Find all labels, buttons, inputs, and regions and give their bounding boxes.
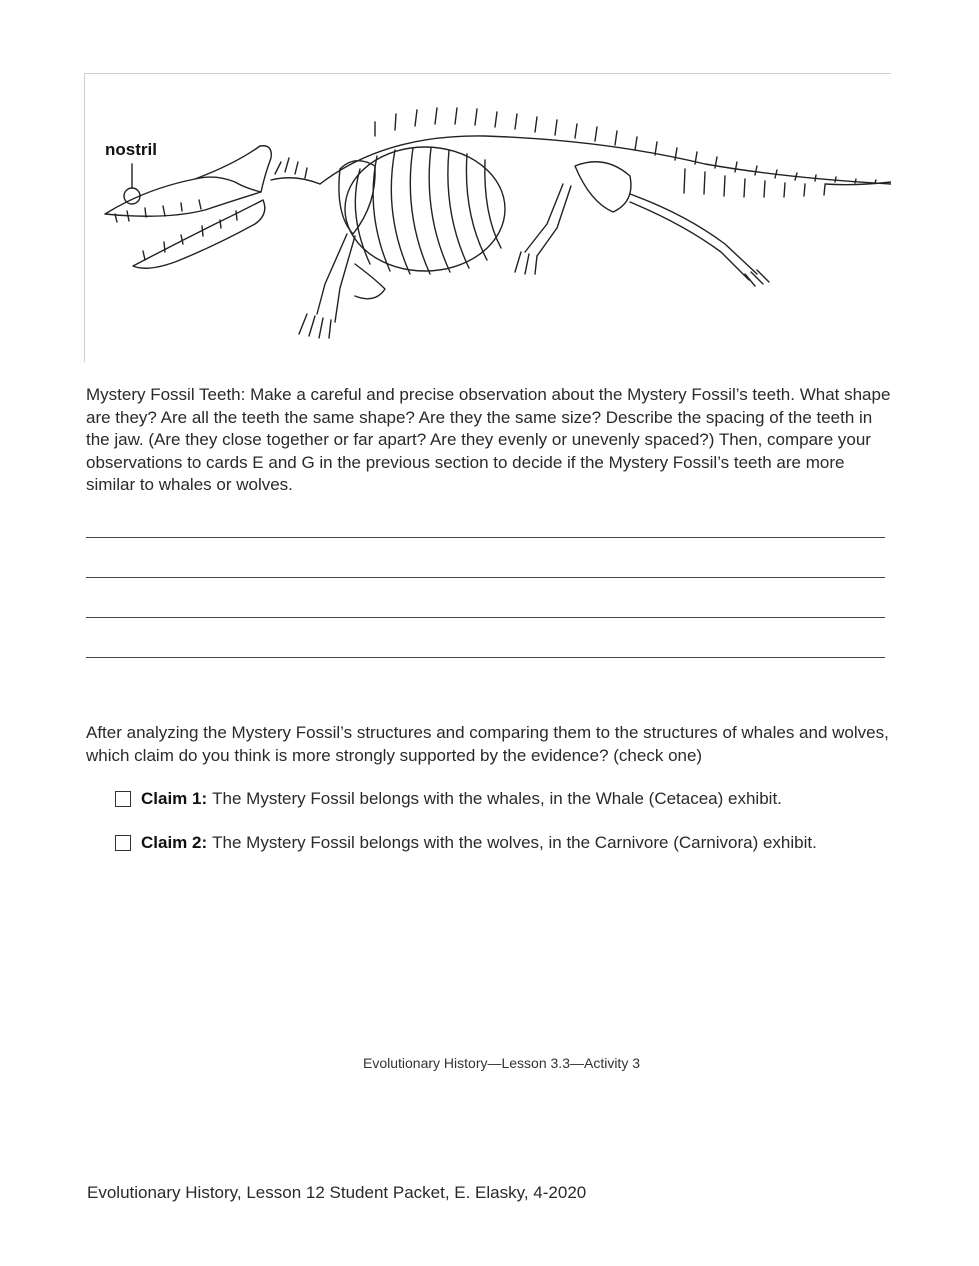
answer-line[interactable] <box>86 657 885 658</box>
claim-1-checkbox[interactable] <box>115 791 131 807</box>
claim-1-title: Claim 1: <box>141 789 208 808</box>
packet-footer: Evolutionary History, Lesson 12 Student Packet, E. Elasky, 4-2020 <box>87 1183 587 1202</box>
fossil-figure <box>84 73 891 362</box>
claim-2-title: Claim 2: <box>141 833 208 852</box>
claim-1-text: The Mystery Fossil belongs with the whales, in the Whale (Cetacea) exhibit. <box>212 789 782 808</box>
claim-2-checkbox[interactable] <box>115 835 131 851</box>
claim-1-option[interactable] <box>115 789 782 809</box>
activity-footer: Evolutionary History—Lesson 3.3—Activity 3 <box>363 1055 640 1071</box>
teeth-prompt: Mystery Fossil Teeth: Make a careful and precise observation about the Mystery Fossil’s teeth. What shape are they? Are all the teeth the same shape? Are they the same size? Describe the spacing of the teeth in the jaw. (Are they close together or far apart? Are they evenly or unevenly spaced?) Then, compare your observations to cards E and G in the previous section to decide if the Mystery Fossil’s teeth are more similar to whales or wolves. <box>86 385 891 495</box>
answer-line[interactable] <box>86 617 885 618</box>
claim-2-option[interactable] <box>115 833 817 853</box>
answer-line[interactable] <box>86 537 885 538</box>
claim-2-text: The Mystery Fossil belongs with the wolves, in the Carnivore (Carnivora) exhibit. <box>212 833 817 852</box>
fossil-skeleton-illustration <box>85 74 891 362</box>
answer-line[interactable] <box>86 577 885 578</box>
nostril-label: nostril <box>105 140 157 159</box>
claim-question: After analyzing the Mystery Fossil’s structures and comparing them to the structures of whales and wolves, which claim do you think is more strongly supported by the evidence? (check one) <box>86 723 889 765</box>
